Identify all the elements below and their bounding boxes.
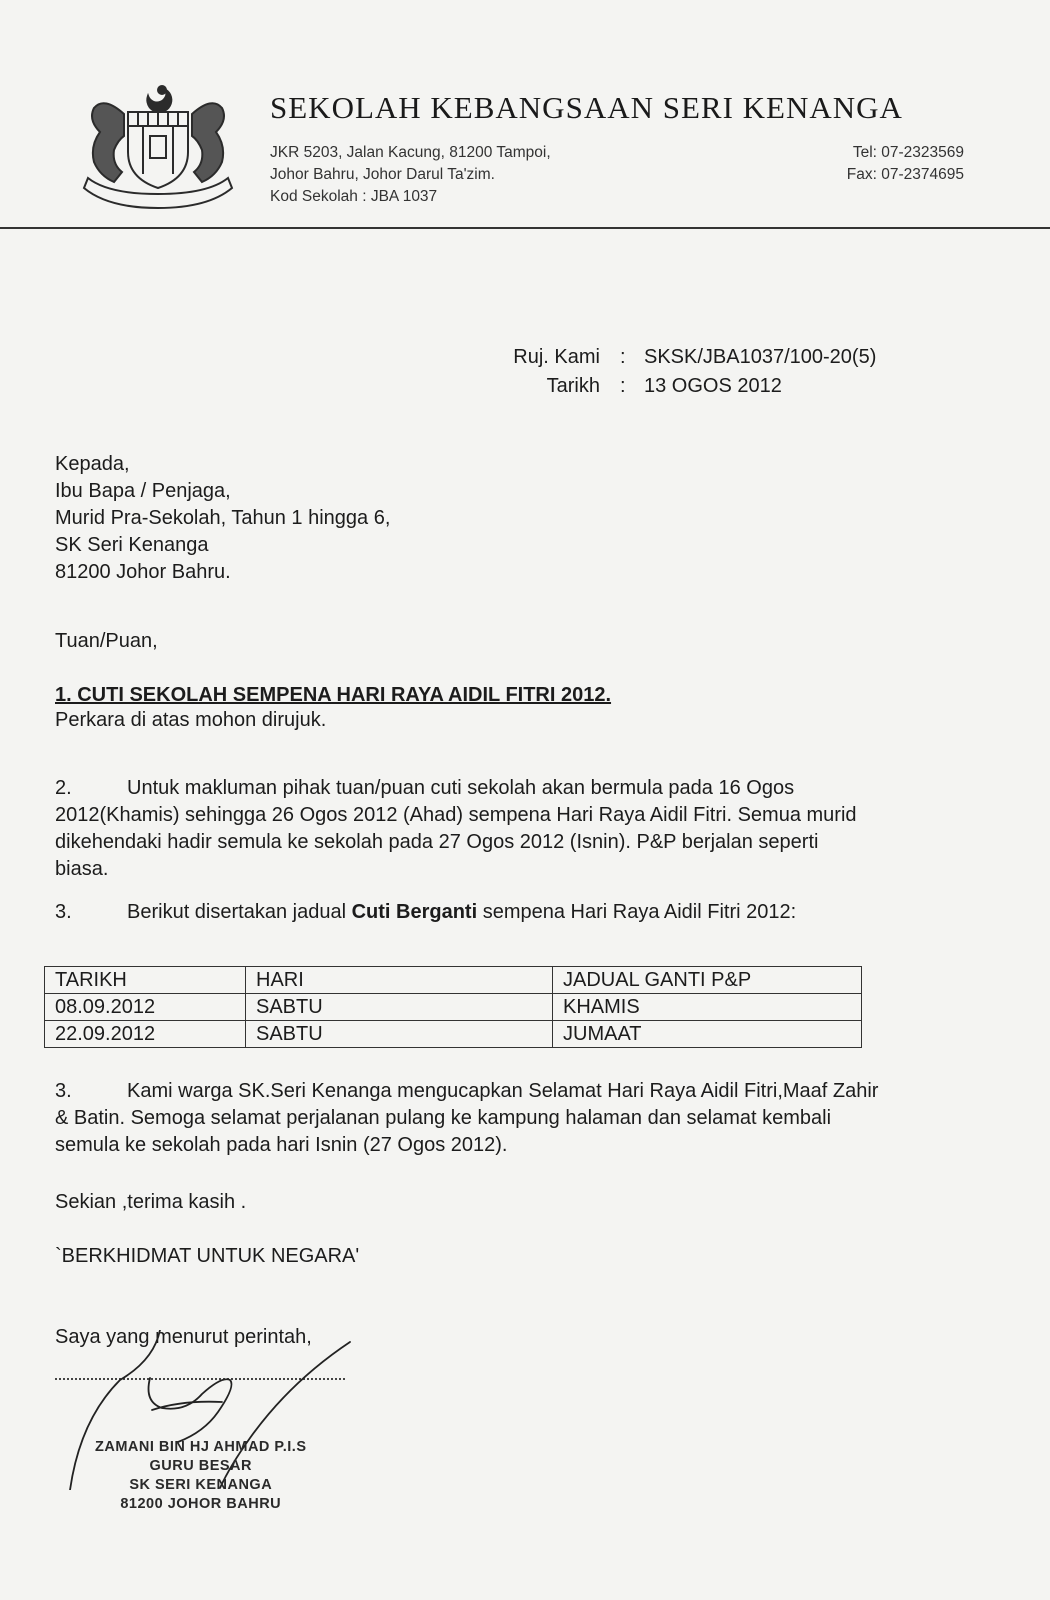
- table-cell: KHAMIS: [553, 994, 862, 1021]
- school-code: Kod Sekolah : JBA 1037: [270, 188, 438, 205]
- address-line: Johor Bahru, Johor Darul Ta'zim.: [270, 166, 495, 183]
- table-cell: SABTU: [246, 1021, 553, 1048]
- stamp-school: SK SERI KENANGA: [129, 1477, 273, 1493]
- telephone: Tel: 07-2323569: [852, 144, 964, 161]
- paragraph-line: & Batin. Semoga selamat perjalanan pulang ke kampung halaman dan selamat kembali: [55, 1107, 832, 1129]
- table-cell: 08.09.2012: [45, 994, 246, 1021]
- ref-value: SKSK/JBA1037/100-20(5): [644, 346, 877, 368]
- paragraph-line: biasa.: [55, 858, 109, 880]
- subject-note: Perkara di atas mohon dirujuk.: [55, 709, 327, 731]
- ref-label: Ruj. Kami: [513, 346, 600, 368]
- ref-colon: :: [620, 346, 626, 368]
- paragraph-text: Berikut disertakan jadual: [127, 901, 352, 923]
- date-value: 13 OGOS 2012: [644, 375, 782, 397]
- stamp-city: 81200 JOHOR BAHRU: [120, 1496, 282, 1512]
- table-cell: 22.09.2012: [45, 1021, 246, 1048]
- closing: Sekian ,terima kasih .: [55, 1191, 247, 1213]
- address-line: JKR 5203, Jalan Kacung, 81200 Tampoi,: [270, 144, 551, 161]
- paragraph-text: sempena Hari Raya Aidil Fitri 2012:: [477, 901, 797, 923]
- table-header-cell: JADUAL GANTI P&P: [553, 967, 862, 994]
- addressee: [55, 451, 390, 586]
- paragraph-number: 3.: [55, 1080, 72, 1102]
- replacement-schedule-table: [44, 966, 862, 1048]
- school-name: SEKOLAH KEBANGSAAN SERI KENANGA: [270, 90, 903, 125]
- date-row: [480, 372, 876, 401]
- stamp-name: ZAMANI BIN HJ AHMAD P.I.S: [95, 1439, 307, 1455]
- paragraph-3: [55, 899, 1005, 926]
- paragraph-line: dikehendaki hadir semula ke sekolah pada 27 Ogos 2012 (Isnin). P&P berjalan seperti: [55, 831, 819, 853]
- addressee-line: Kepada,: [55, 453, 130, 475]
- addressee-line: 81200 Johor Bahru.: [55, 561, 231, 583]
- paragraph-line: Untuk makluman pihak tuan/puan cuti sekolah akan bermula pada 16 Ogos: [127, 777, 795, 799]
- table-row: [45, 1021, 862, 1048]
- motto: `BERKHIDMAT UNTUK NEGARA': [55, 1245, 360, 1267]
- school-contact: [847, 142, 964, 186]
- reference-row: [480, 343, 876, 372]
- table-cell: JUMAAT: [553, 1021, 862, 1048]
- stamp-title: GURU BESAR: [149, 1458, 252, 1474]
- salutation: Tuan/Puan,: [55, 630, 158, 652]
- table-header-cell: HARI: [246, 967, 553, 994]
- table-header-cell: TARIKH: [45, 967, 246, 994]
- addressee-line: Murid Pra-Sekolah, Tahun 1 hingga 6,: [55, 507, 391, 529]
- addressee-line: Ibu Bapa / Penjaga,: [55, 480, 231, 502]
- paragraph-line: 2012(Khamis) sehingga 26 Ogos 2012 (Ahad) sempena Hari Raya Aidil Fitri. Semua murid: [55, 804, 857, 826]
- date-colon: :: [620, 375, 626, 397]
- table-cell: SABTU: [246, 994, 553, 1021]
- official-stamp: [95, 1438, 307, 1514]
- paragraph-line: Kami warga SK.Seri Kenanga mengucapkan Selamat Hari Raya Aidil Fitri,Maaf Zahir: [127, 1080, 879, 1102]
- sign-off: Saya yang menurut perintah,: [55, 1326, 312, 1348]
- malaysia-coat-of-arms-icon: [78, 74, 238, 210]
- addressee-line: SK Seri Kenanga: [55, 534, 209, 556]
- reference-block: [480, 343, 876, 401]
- paragraph-number: 2.: [55, 777, 72, 799]
- paragraph-line: semula ke sekolah pada hari Isnin (27 Ogos 2012).: [55, 1134, 508, 1156]
- paragraph-bold-text: Cuti Berganti: [351, 901, 478, 923]
- paragraph-number: 3.: [55, 901, 72, 923]
- school-address: [270, 142, 551, 208]
- table-row: [45, 994, 862, 1021]
- letterhead-divider: [0, 227, 1050, 229]
- paragraph-4: [55, 1078, 1005, 1159]
- paragraph-2: [55, 775, 1005, 883]
- table-header-row: [45, 967, 862, 994]
- date-label: Tarikh: [546, 375, 600, 397]
- fax: Fax: 07-2374695: [846, 166, 964, 183]
- subject-heading: 1. CUTI SEKOLAH SEMPENA HARI RAYA AIDIL FITRI 2012.: [55, 684, 612, 706]
